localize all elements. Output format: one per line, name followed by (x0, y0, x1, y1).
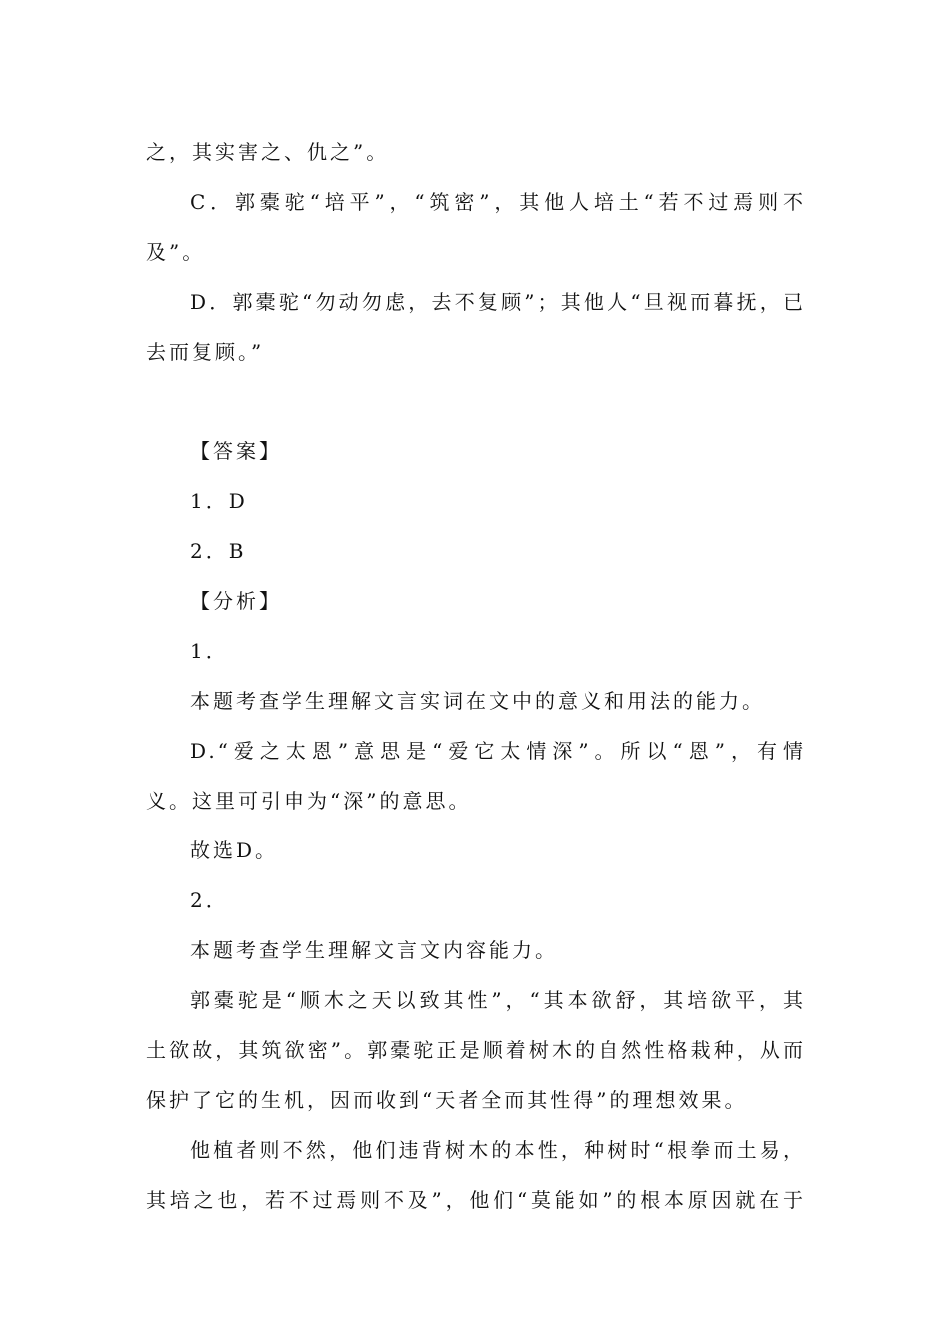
text-line: 土欲故，其筑欲密”。郭橐驼正是顺着树木的自然性格栽种，从而 (146, 1038, 806, 1062)
analysis-item-number: 1． (190, 639, 229, 663)
text-line: 本题考查学生理解文言实词在文中的意义和用法的能力。 (190, 689, 765, 713)
text-line: 本题考查学生理解文言文内容能力。 (190, 938, 558, 962)
text-line: 及”。 (146, 240, 206, 264)
text-line: D.“爱之太恩”意思是“爱它太情深”。所以“恩”，有情 (190, 739, 806, 763)
analysis-item-number: 2． (190, 888, 229, 912)
text-line: 去而复顾。” (146, 340, 265, 364)
answer-heading: 【答案】 (190, 439, 282, 463)
option-d-line: D．郭橐驼“勿动勿虑，去不复顾”；其他人“旦视而暮抚，已 (190, 290, 806, 314)
text-line: 保护了它的生机，因而收到“天者全而其性得”的理想效果。 (146, 1088, 748, 1112)
text-line: 义。这里可引申为“深”的意思。 (146, 789, 472, 813)
text-line: 他植者则不然，他们违背树木的本性，种树时“根拳而土易， (190, 1138, 806, 1162)
option-c-line: C．郭橐驼“培平”，“筑密”，其他人培土“若不过焉则不 (190, 190, 806, 214)
analysis-heading: 【分析】 (190, 589, 282, 613)
text-line: 其培之也，若不过焉则不及”，他们“莫能如”的根本原因就在于 (146, 1188, 806, 1212)
text-line: 之，其实害之、仇之”。 (146, 140, 390, 164)
text-line: 故选D。 (190, 838, 279, 862)
answer-item: 2．B (190, 539, 247, 563)
text-line: 郭橐驼是“顺木之天以致其性”，“其本欲舒，其培欲平，其 (190, 988, 806, 1012)
answer-item: 1．D (190, 489, 248, 513)
